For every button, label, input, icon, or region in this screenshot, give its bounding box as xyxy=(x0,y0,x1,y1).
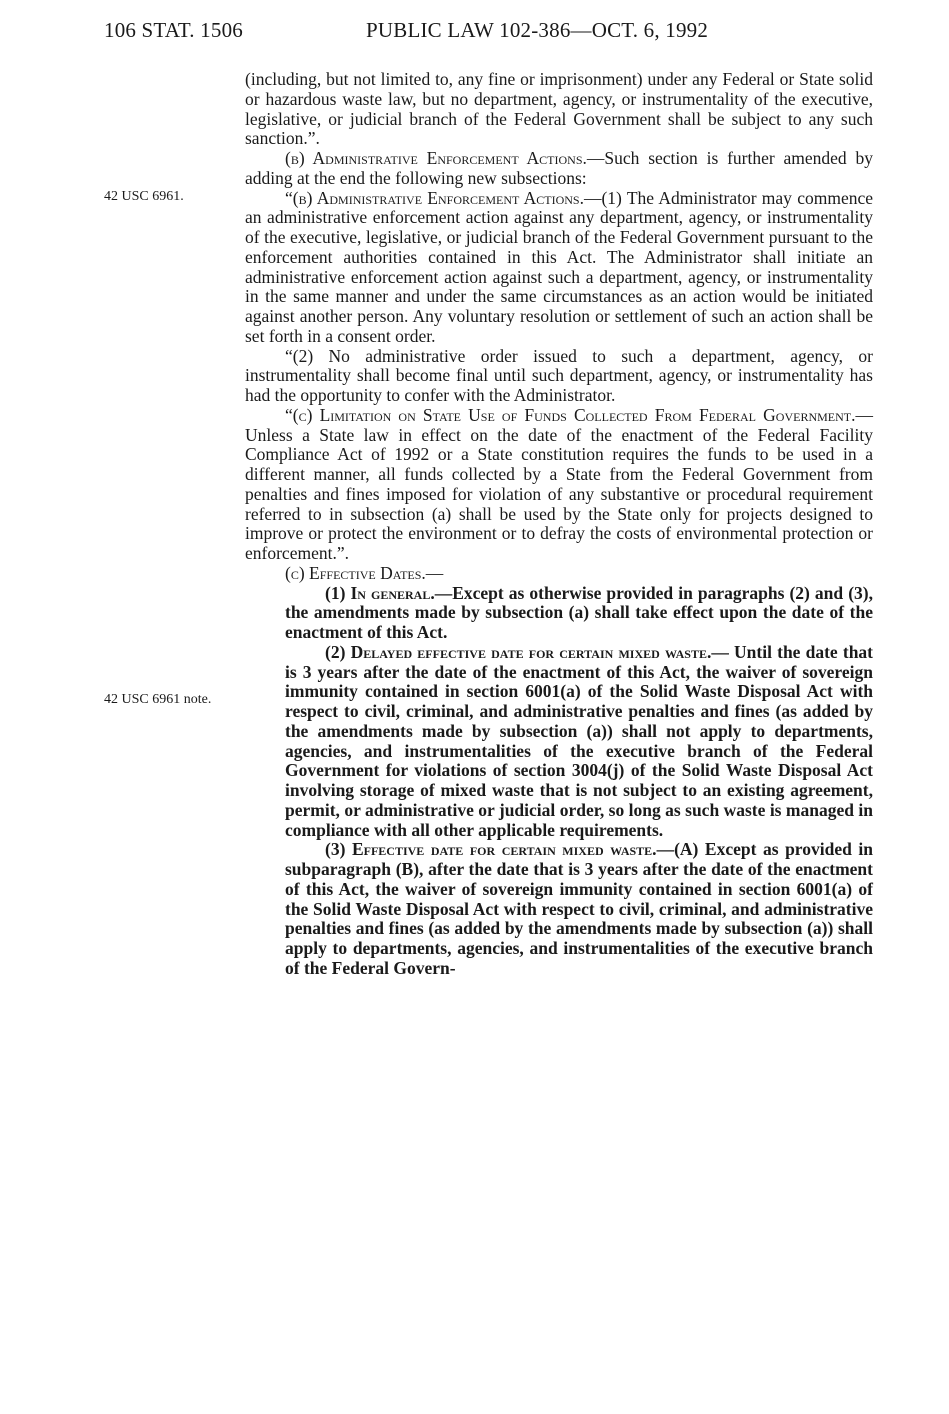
paragraph-subsection-b: “(b) Administrative Enforcement Actions.—(1) The Administrator may commence an administrative enforcement action against any department, agency, or instrumentality of the executive, legislative, or judicial branch of the Federal Government pursuant to the enforcement authorities contained in this Act. The Administrator shall initiate an administrative enforcement action against such a department, agency, or instrumentality in the same manner and under the same circumstances as an action would be initiated against another person. Any voluntary resolution or settlement of such an action shall be set forth in a consent order. xyxy=(245,187,873,346)
stat-citation: 106 STAT. 1506 xyxy=(104,18,243,42)
paragraph-admin-order: “(2) No administrative order issued to such a department, agency, or instrumentality shall become final until such department, agency, or instrumentality has had the opportunity to confer with the Administrator. xyxy=(245,345,873,405)
subparagraph-effective-date: (3) Effective date for certain mixed waste.—(A) Except as provided in subparagraph (B), after the date that is 3 years after the date of the enactment of this Act, the waiver of sovereign immunity contained in section 6001(a) of the Solid Waste Disposal Act with respect to civil, criminal, and administrative penalties and fines (as added by the amendments made by subsection (a)) shall apply to departments, agencies, and instrumentalities of the executive branch of the Federal Govern- xyxy=(285,839,873,978)
paragraph-sanction: (including, but not limited to, any fine or imprisonment) under any Federal or State solid or hazardous waste law, but no department, agency, or instrumentality of the executive, legislative, or judicial branch of the Federal Government shall be subject to any such sanction.”. xyxy=(245,69,873,149)
heading-subsection-c: “(c) Limitation on State Use of Funds Collected From Federal Government. xyxy=(285,404,856,425)
page-header xyxy=(104,18,874,48)
heading-effective-date: (3) Effective date for certain mixed waste. xyxy=(325,839,657,860)
law-title: PUBLIC LAW 102-386—OCT. 6, 1992 xyxy=(366,18,709,42)
paragraph-effective-dates: (c) Effective Dates.— xyxy=(285,562,444,583)
heading-delayed-date: (2) Delayed effective date for certain mixed waste. xyxy=(325,641,712,662)
subparagraph-delayed-date: (2) Delayed effective date for certain mixed waste.— Until the date that is 3 years after the date of the enactment of this Act, the waiver of sovereign immunity contained in section 6001(a) of the Solid Waste Disposal Act with respect to civil, criminal, and administrative penalties and fines (as added by the amendments made by subsection (a)) shall not apply to departments, agencies, and instrumentalities of the executive branch of the Federal Government for violations of section 3004(j) of the Solid Waste Disposal Act involving storage of mixed waste that is not subject to an existing agreement, permit, or administrative or judicial order, so long as such waste is managed in compliance with all other applicable requirements. xyxy=(285,641,874,840)
heading-admin-enforcement: (b) Administrative Enforcement Actions. xyxy=(285,148,587,168)
heading-in-general: (1) In general. xyxy=(325,582,435,603)
heading-effective-dates: (c) Effective Dates. xyxy=(285,562,426,583)
subparagraph-in-general: (1) In general.—Except as otherwise provided in paragraphs (2) and (3), the amendments made by subsection (a) shall take effect upon the date of the enactment of this Act. xyxy=(285,582,873,642)
effective-dates-subparagraphs xyxy=(245,584,873,979)
heading-subsection-b: “(b) Administrative Enforcement Actions. xyxy=(285,187,584,208)
margin-note-usc-6961: 42 USC 6961. xyxy=(104,189,184,204)
margin-note-usc-6961-note: 42 USC 6961 note. xyxy=(104,692,212,707)
paragraph-admin-enforcement-intro: (b) Administrative Enforcement Actions.—Such section is further amended by adding at the end the following new subsections: xyxy=(245,148,873,188)
paragraph-subsection-c: “(c) Limitation on State Use of Funds Collected From Federal Government.—Unless a State law in effect on the date of the enactment of the Federal Facility Compliance Act of 1992 or a State constitution requires the funds to be used in a different manner, all funds collected by a State from the Federal Government from penalties and fines imposed for violation of any substantive or procedural requirement referred to in subsection (a) shall be used by the State only for projects designed to improve or protect the environment or to defray the costs of environmental protection or enforcement.”. xyxy=(245,404,873,563)
main-text-column xyxy=(245,70,873,979)
